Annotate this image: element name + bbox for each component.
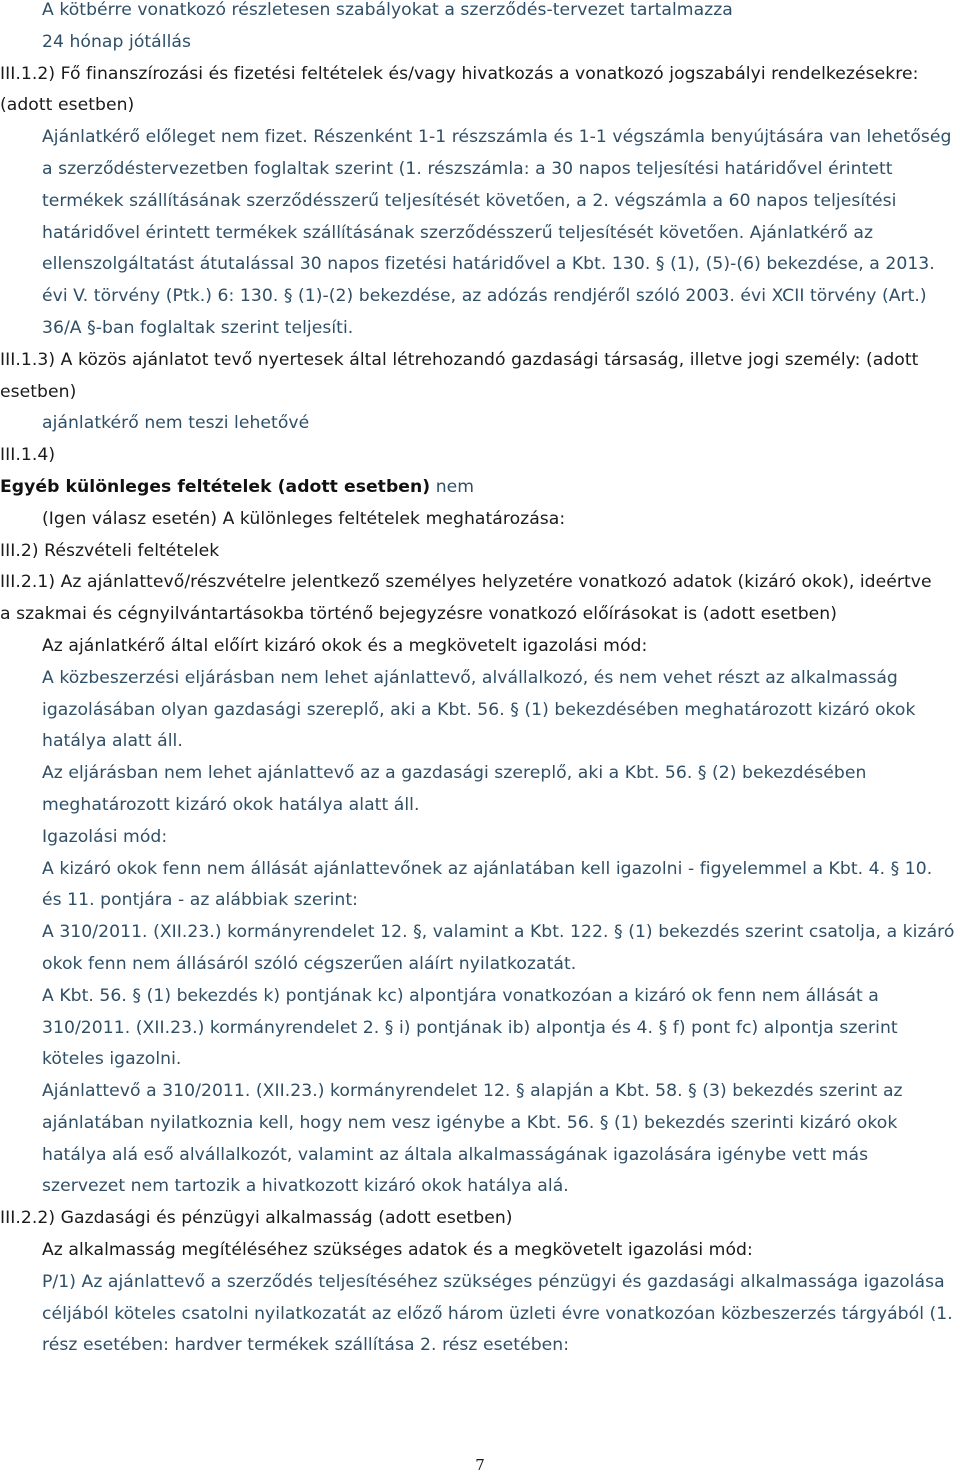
paragraph: Az alkalmasság megítéléséhez szükséges adatok és a megkövetelt igazolási mód:: [42, 1240, 753, 1261]
paragraph: Ajánlatkérő előleget nem fizet. Részenként 1-1 részszámla és 1-1 végszámla benyújtására van lehetőség a szerződéstervezetben foglaltak szerint (1. részszámla: a 30 napos teljesítési határidővel érintett termékek szállításának szerződésszerű teljesítését követően, a 2. végszámla a 60 napos teljesítési határidővel érintett termékek szállításának szerződésszerű teljesítését követően. Ajánlatkérő az ellenszolgáltatást átutalással 30 napos fizetési határidővel a Kbt. 130. § (1), (5)-(6) bekezdése, a 2013. évi V. törvény (Ptk.) 6: 130. § (1)-(2) bekezdése, az adózás rendjéről szóló 2003. évi XCII törvény (Art.) 36/A §-ban foglaltak szerint teljesíti.: [42, 127, 952, 338]
paragraph: 24 hónap jótállás: [42, 31, 191, 52]
section-heading: III.1.4): [0, 445, 56, 466]
paragraph: A kizáró okok fenn nem állását ajánlattevőnek az ajánlatában kell igazolni - figyelemmel a Kbt. 4. § 10. és 11. pontjára - az alábbiak szerint:: [42, 858, 933, 911]
special-conditions-label: Egyéb különleges feltételek (adott esetben): [0, 476, 431, 497]
paragraph: A kötbérre vonatkozó részletesen szabályokat a szerződés-tervezet tartalmazza: [42, 0, 733, 20]
page-number: 7: [475, 1456, 485, 1474]
paragraph: ajánlatkérő nem teszi lehetővé: [42, 413, 310, 434]
special-conditions-value: nem: [435, 476, 475, 497]
paragraph: A közbeszerzési eljárásban nem lehet ajánlattevő, alvállalkozó, és nem vehet részt az alkalmasság igazolásában olyan gazdasági szereplő, aki a Kbt. 56. § (1) bekezdésében meghatározott kizáró okok hatálya alatt áll.: [42, 667, 916, 752]
paragraph: (Igen válasz esetén) A különleges feltételek meghatározása:: [42, 508, 566, 529]
paragraph: Az eljárásban nem lehet ajánlattevő az a gazdasági szereplő, aki a Kbt. 56. § (2) bekezdésében meghatározott kizáró okok hatálya alatt áll.: [42, 763, 867, 815]
paragraph: Igazolási mód:: [42, 826, 168, 847]
paragraph: A 310/2011. (XII.23.) kormányrendelet 12. §, valamint a Kbt. 122. § (1) bekezdés szerint csatolja, a kizáró okok fenn nem állásáról szóló cégszerűen aláírt nyilatkozatát.: [42, 922, 955, 974]
section-heading: III.2.2) Gazdasági és pénzügyi alkalmasság (adott esetben): [0, 1208, 513, 1229]
section-heading: III.1.2) Fő finanszírozási és fizetési feltételek és/vagy hivatkozás a vonatkozó jogszabályi rendelkezésekre: (adott esetben): [0, 63, 919, 116]
special-conditions-line: [0, 472, 960, 504]
paragraph: Az ajánlatkérő által előírt kizáró okok és a megkövetelt igazolási mód:: [42, 635, 648, 656]
section-heading: III.2) Részvételi feltételek: [0, 540, 220, 561]
paragraph: P/1) Az ajánlattevő a szerződés teljesítéséhez szükséges pénzügyi és gazdasági alkalmassága igazolása céljából köteles csatolni nyilatkozatát az előző három üzleti évre vonatkozóan közbeszerzés tárgyából (1. rész esetében: hardver termékek szállítása 2. rész esetében:: [42, 1271, 953, 1356]
paragraph: A Kbt. 56. § (1) bekezdés k) pontjának kc) alpontjára vonatkozóan a kizáró ok fenn nem állását a 310/2011. (XII.23.) kormányrendelet 2. § i) pontjának ib) alpontja és 4. § f) pont fc) alpontja szerint köteles igazolni.: [42, 985, 898, 1070]
section-heading: III.2.1) Az ajánlattevő/részvételre jelentkező személyes helyzetére vonatkozó adatok (kizáró okok), ideértve a szakmai és cégnyilvántartásokba történő bejegyzésre vonatkozó előírásokat is (adott esetben): [0, 572, 932, 625]
section-heading: III.1.3) A közös ajánlatot tevő nyertesek által létrehozandó gazdasági társaság, illetve jogi személy: (adott esetben): [0, 349, 919, 402]
paragraph: Ajánlattevő a 310/2011. (XII.23.) kormányrendelet 12. § alapján a Kbt. 58. § (3) bekezdés szerint az ajánlatában nyilatkoznia kell, hogy nem vesz igénybe a Kbt. 56. § (1) bekezdés szerinti kizáró okok hatálya alá eső alvállalkozót, valamint az általa alkalmasságának igazolására igénybe vett más szervezet nem tartozik a hivatkozott kizáró okok hatálya alá.: [42, 1081, 903, 1197]
